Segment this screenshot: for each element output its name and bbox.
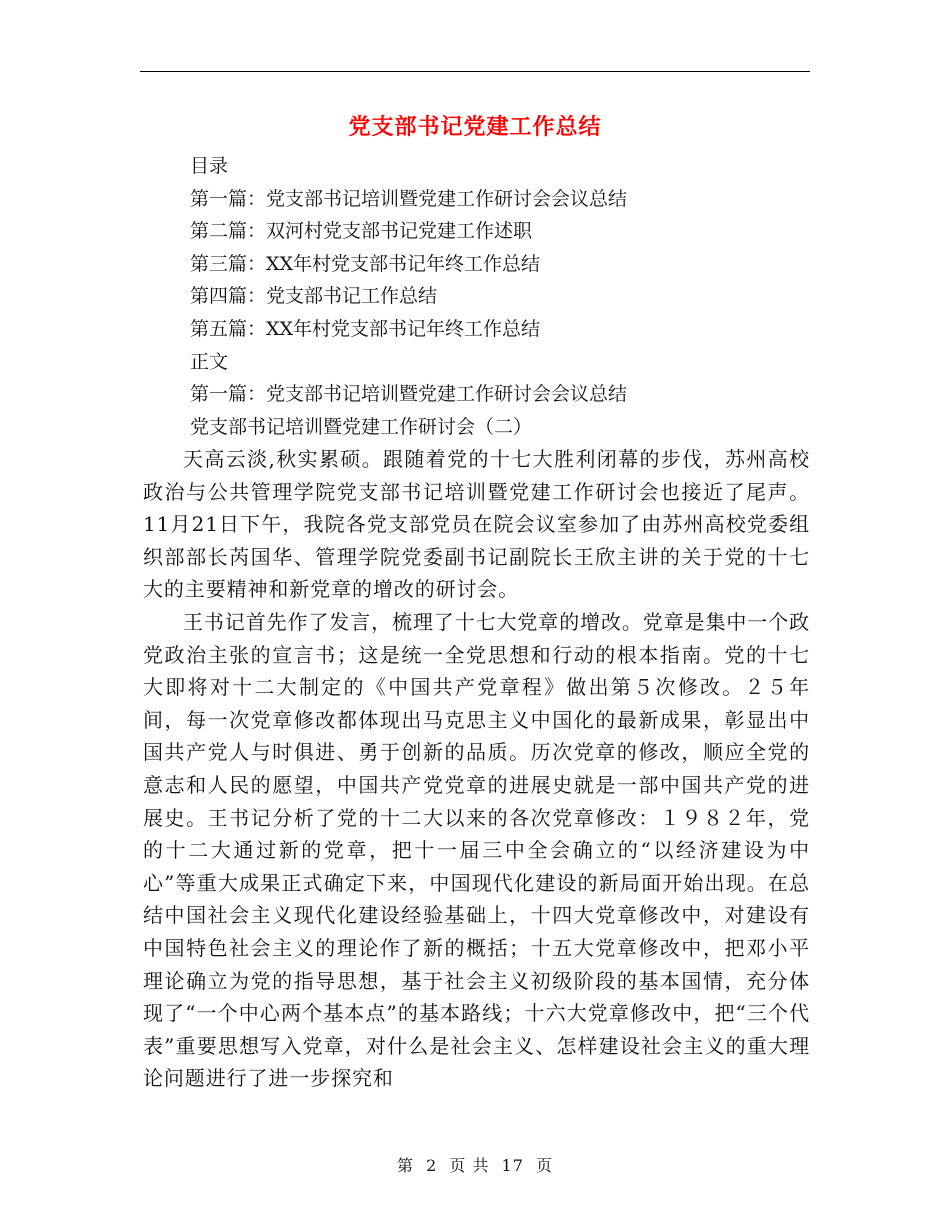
toc-item: 第一篇：党支部书记培训暨党建工作研讨会会议总结 [190, 187, 628, 210]
page-footer [0, 1153, 950, 1176]
toc-item: 第二篇：双河村党支部书记党建工作述职 [190, 220, 533, 243]
toc-item: 第四篇：党支部书记工作总结 [190, 285, 438, 308]
footer-middle: 页 共 [449, 1156, 490, 1175]
document-title: 党支部书记党建工作总结 [348, 114, 602, 140]
section-heading: 第一篇：党支部书记培训暨党建工作研讨会会议总结 [190, 383, 628, 406]
total-page-count: 17 [501, 1156, 524, 1175]
section-subtitle: 党支部书记培训暨党建工作研讨会（二） [190, 415, 533, 438]
main-text-heading: 正文 [190, 350, 229, 373]
paragraph: 王书记首先作了发言，梳理了十七大党章的增改。党章是集中一个政党政治主张的宣言书；这是统一全党思想和行动的根本指南。党的十七大即将对十二大制定的《中国共产党章程》做出第５次修改。２５年间，每一次党章修改都体现出马克思主义中国化的最新成果，彰显出中国共产党人与时俱进、勇于创新的品质。历次党章的修改，顺应全党的意志和人民的愿望，中国共产党党章的进展史就是一部中国共产党的进展史。王书记分析了党的十二大以来的各次党章修改：１９８２年，党的十二大通过新的党章，把十一届三中全会确立的“以经济建设为中心”等重大成果正式确定下来，中国现代化建设的新局面开始出现。在总结中国社会主义现代化建设经验基础上，十四大党章修改中，对建设有中国特色社会主义的理论作了新的概括；十五大党章修改中，把邓小平理论确立为党的指导思想，基于社会主义初级阶段的基本国情，充分体现了“一个中心两个基本点”的基本路线；十六大党章修改中，把“三个代表”重要思想写入党章，对什么是社会主义、怎样建设社会主义的重大理论问题进行了进一步探究和 [143, 609, 810, 1091]
footer-prefix: 第 [396, 1156, 414, 1175]
current-page-number: 2 [426, 1156, 438, 1175]
toc-item: 第三篇：XX年村党支部书记年终工作总结 [190, 252, 541, 275]
paragraph: 天高云淡,秋实累硕。跟随着党的十七大胜利闭幕的步伐，苏州高校政治与公共管理学院党支部书记培训暨党建工作研讨会也接近了尾声。11月21日下午，我院各党支部党员在院会议室参加了由苏州高校党委组织部部长芮国华、管理学院党委副书记副院长王欣主讲的关于党的十七大的主要精神和新党章的增改的研讨会。 [143, 447, 810, 602]
toc-heading: 目录 [190, 155, 229, 177]
toc-item: 第五篇：XX年村党支部书记年终工作总结 [190, 317, 541, 340]
table-of-contents [190, 150, 810, 443]
header-rule [140, 71, 810, 72]
footer-suffix: 页 [536, 1156, 554, 1175]
body-text [143, 443, 810, 1095]
